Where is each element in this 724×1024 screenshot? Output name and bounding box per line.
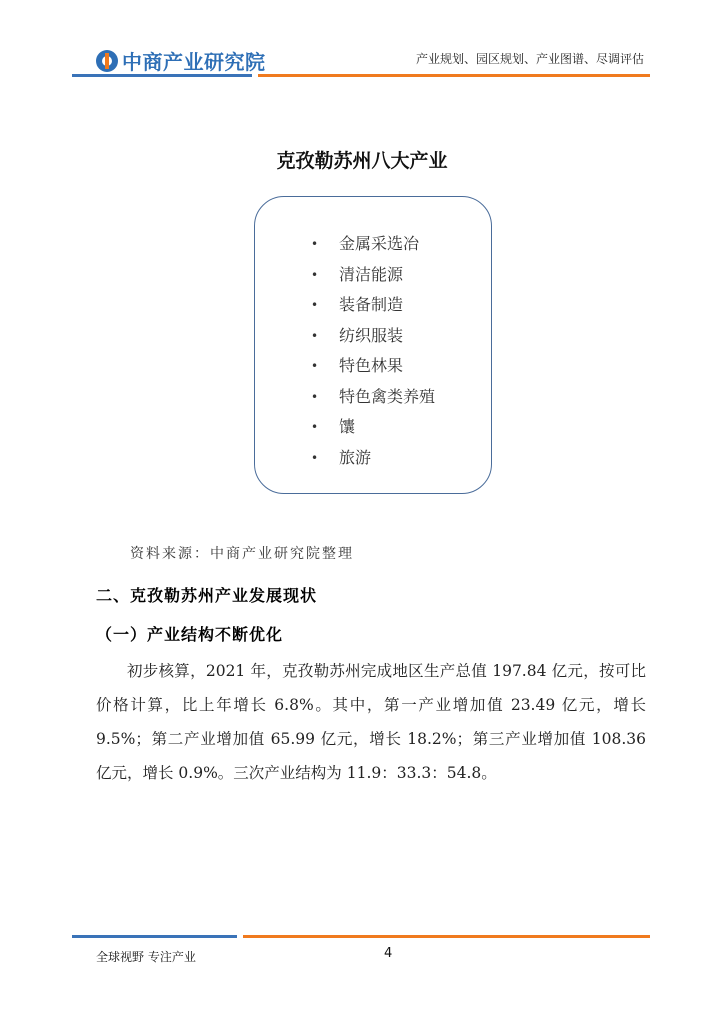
subsection-heading: （一）产业结构不断优化 — [96, 625, 284, 644]
list-item — [309, 260, 435, 291]
bullet-icon: • — [311, 450, 319, 465]
industry-list — [309, 229, 435, 473]
bullet-icon: • — [311, 328, 319, 343]
list-item-label: 旅游 — [339, 447, 372, 467]
bullet-icon: • — [311, 359, 319, 373]
bullet-icon: • — [311, 420, 319, 434]
list-item-label: 装备制造 — [339, 295, 404, 314]
list-item-label: 纺织服装 — [339, 325, 404, 345]
list-item — [309, 412, 435, 443]
list-item — [309, 351, 435, 382]
bullet-icon: • — [311, 389, 319, 404]
page-number: 4 — [384, 946, 393, 961]
section-heading: 二、克孜勒苏州产业发展现状 — [96, 586, 318, 605]
body-paragraph — [96, 654, 646, 790]
list-item — [309, 321, 435, 352]
footer-slogan: 全球视野 专注产业 — [96, 950, 196, 964]
bullet-icon: • — [311, 267, 319, 282]
list-item-label: 清洁能源 — [339, 264, 404, 284]
company-logo — [96, 46, 266, 75]
header-divider-orange — [258, 74, 650, 77]
list-item-label: 特色林果 — [339, 356, 404, 375]
list-item — [309, 229, 435, 260]
industry-list-box — [254, 196, 492, 494]
header-divider-blue — [72, 74, 252, 77]
list-item-label: 金属采选冶 — [339, 234, 420, 253]
bullet-icon: • — [311, 237, 319, 251]
header-tagline: 产业规划、园区规划、产业图谱、尽调评估 — [415, 52, 644, 66]
footer-divider-orange — [243, 935, 650, 938]
bullet-icon: • — [311, 298, 319, 312]
logo-icon — [96, 50, 118, 72]
footer-divider-blue — [72, 935, 237, 938]
figure-title: 克孜勒苏州八大产业 — [276, 150, 448, 172]
list-item — [309, 443, 435, 474]
list-item — [309, 290, 435, 321]
list-item — [309, 382, 435, 413]
source-note: 资料来源：中商产业研究院整理 — [130, 546, 354, 562]
list-item-label: 馕 — [339, 417, 356, 436]
logo-text: 中商产业研究院 — [122, 50, 266, 74]
paragraph-text: 初步核算，2021 年，克孜勒苏州完成地区生产总值 197.84 亿元，按可比价格计算，比上年增长 6.8%。其中，第一产业增加值 23.49 亿元，增长 9.5%；第二产业增加值 65.99 亿元，增长 18.2%；第三产业增加值 108.36 亿元，增长 0.9%。三次产业结构为 11.9：33.3：54.8。 — [96, 662, 646, 782]
list-item-label: 特色禽类养殖 — [339, 386, 436, 406]
